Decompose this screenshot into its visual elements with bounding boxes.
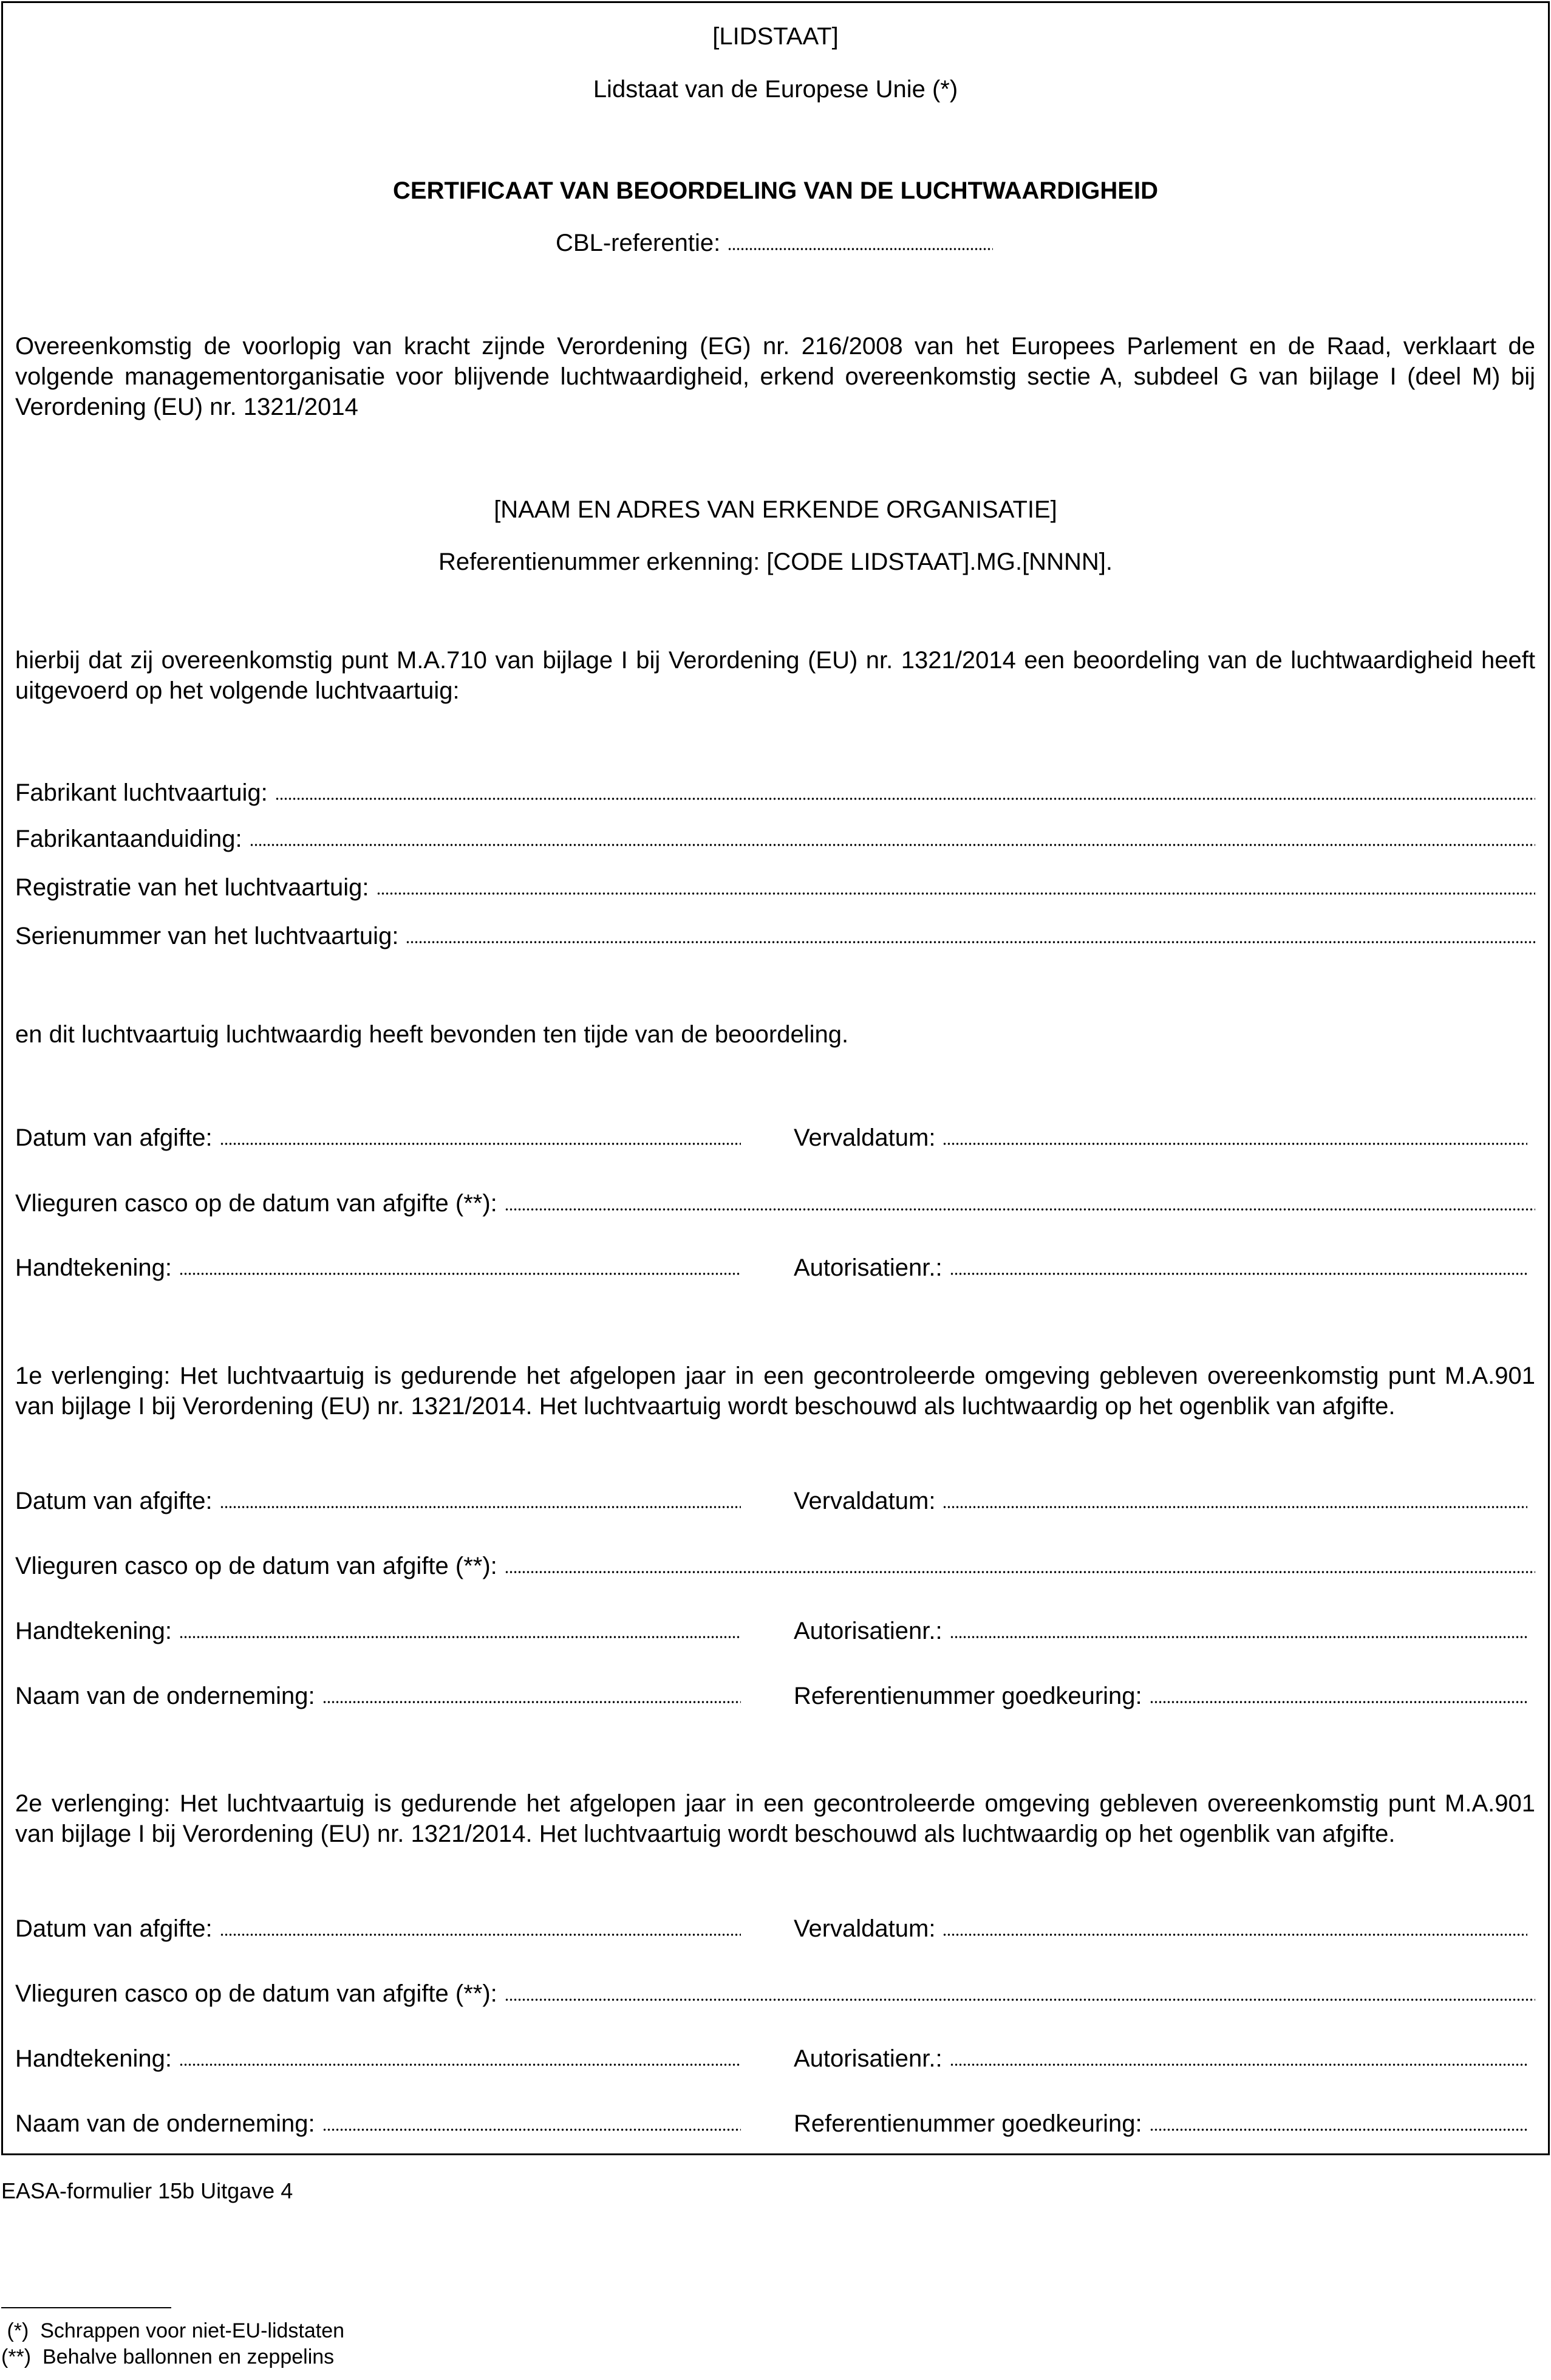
dot-leader <box>377 892 1535 895</box>
ext1-approval-reference-field[interactable] <box>794 1681 1527 1711</box>
footnote-1: (*) Schrappen voor niet-EU-lidstaten <box>1 2319 345 2342</box>
dot-leader <box>950 1272 1527 1276</box>
manufacturer-designation-label: Fabrikantaanduiding: <box>15 826 242 852</box>
intro-paragraph: Overeenkomstig de voorlopig van kracht zijnde Verordening (EG) nr. 216/2008 van het Europees Parlement en de Raad, verklaart de volgende managementorganisatie voor blijvende luchtwaardigheid, erkend overeenkomstig sectie A, subdeel G van bijlage I (deel M) bij Verordening (EU) nr. 1321/2014 <box>15 333 1535 420</box>
dot-leader <box>322 1700 741 1704</box>
member-state-placeholder: [LIDSTAAT] <box>712 23 839 50</box>
dot-leader <box>179 1272 741 1276</box>
aircraft-manufacturer-label: Fabrikant luchtvaartuig: <box>15 779 268 806</box>
dot-leader <box>505 1998 1535 2002</box>
cbl-reference-label: CBL-referentie: <box>556 230 721 256</box>
aircraft-registration-field[interactable] <box>15 872 1535 903</box>
ext1-flight-hours-label: Vlieguren casco op de datum van afgifte (**): <box>15 1553 497 1579</box>
dot-leader <box>179 2063 741 2067</box>
dot-leader <box>406 940 1535 944</box>
ext1-authorisation-number-label: Autorisatienr.: <box>794 1618 943 1644</box>
member-state-line: Lidstaat van de Europese Unie (*) <box>593 76 958 103</box>
issue-date-field[interactable] <box>15 1123 741 1153</box>
signature-label: Handtekening: <box>15 1254 172 1281</box>
ext2-authorisation-number-label: Autorisatienr.: <box>794 2045 943 2072</box>
ext1-expiry-date-field[interactable] <box>794 1486 1527 1516</box>
ext1-authorisation-number-field[interactable] <box>794 1616 1527 1646</box>
expiry-date-field[interactable] <box>794 1123 1527 1153</box>
dot-leader <box>950 1635 1527 1639</box>
dot-leader <box>505 1208 1535 1211</box>
ext2-company-name-label: Naam van de onderneming: <box>15 2110 315 2137</box>
organisation-approval-reference: Referentienummer erkenning: [CODE LIDSTAAT].MG.[NNNN]. <box>438 549 1113 575</box>
dot-leader <box>179 1635 741 1639</box>
ext2-authorisation-number-field[interactable] <box>794 2043 1527 2074</box>
issue-date-label: Datum van afgifte: <box>15 1124 213 1151</box>
dot-leader <box>220 1933 741 1937</box>
dot-leader <box>943 1505 1527 1509</box>
cbl-reference-field[interactable] <box>556 228 993 258</box>
aircraft-manufacturer-field[interactable] <box>15 778 1535 808</box>
ext2-expiry-date-field[interactable] <box>794 1913 1527 1944</box>
dot-leader <box>220 1505 741 1509</box>
dot-leader <box>950 2063 1527 2067</box>
certificate-title: CERTIFICAAT VAN BEOORDELING VAN DE LUCHTWAARDIGHEID <box>393 177 1158 204</box>
ext1-company-name-label: Naam van de onderneming: <box>15 1683 315 1709</box>
ext2-company-name-field[interactable] <box>15 2108 741 2139</box>
authorisation-number-field[interactable] <box>794 1253 1527 1283</box>
ext2-issue-date-field[interactable] <box>15 1913 741 1944</box>
ext1-approval-reference-label: Referentienummer goedkeuring: <box>794 1683 1142 1709</box>
dot-leader <box>322 2128 741 2132</box>
extension-1-paragraph: 1e verlenging: Het luchtvaartuig is gedurende het afgelopen jaar in een gecontroleerde omgeving gebleven overeenkomstig punt M.A.901 van bijlage I bij Verordening (EU) nr. 1321/2014. Het luchtvaartuig wordt beschouwd als luchtwaardig op het ogenblik van afgifte. <box>15 1363 1535 1420</box>
ext1-signature-label: Handtekening: <box>15 1618 172 1644</box>
aircraft-registration-label: Registratie van het luchtvaartuig: <box>15 874 369 901</box>
dot-leader <box>505 1570 1535 1574</box>
organisation-name-address: [NAAM EN ADRES VAN ERKENDE ORGANISATIE] <box>494 496 1057 523</box>
ext1-company-name-field[interactable] <box>15 1681 741 1711</box>
aircraft-serial-number-field[interactable] <box>15 921 1535 951</box>
dot-leader <box>1150 1700 1527 1704</box>
cbl-reference-dots <box>728 247 993 251</box>
ext1-expiry-date-label: Vervaldatum: <box>794 1488 936 1514</box>
extension-2-paragraph: 2e verlenging: Het luchtvaartuig is gedurende het afgelopen jaar in een gecontroleerde omgeving gebleven overeenkomstig punt M.A.901 van bijlage I bij Verordening (EU) nr. 1321/2014. Het luchtvaartuig wordt beschouwd als luchtwaardig op het ogenblik van afgifte. <box>15 1790 1535 1847</box>
ext1-signature-field[interactable] <box>15 1616 741 1646</box>
ext2-expiry-date-label: Vervaldatum: <box>794 1915 936 1942</box>
ext2-approval-reference-field[interactable] <box>794 2108 1527 2139</box>
expiry-date-label: Vervaldatum: <box>794 1124 936 1151</box>
ext1-issue-date-field[interactable] <box>15 1486 741 1516</box>
dot-leader <box>275 797 1535 801</box>
flight-hours-label: Vlieguren casco op de datum van afgifte (**): <box>15 1190 497 1217</box>
dot-leader <box>1150 2128 1527 2132</box>
ext1-flight-hours-field[interactable] <box>15 1551 1535 1581</box>
dot-leader <box>220 1142 741 1146</box>
ext2-issue-date-label: Datum van afgifte: <box>15 1915 213 1942</box>
dot-leader <box>943 1142 1527 1146</box>
dot-leader <box>943 1933 1527 1937</box>
ext2-signature-field[interactable] <box>15 2043 741 2074</box>
flight-hours-field[interactable] <box>15 1188 1535 1219</box>
dot-leader <box>250 843 1535 847</box>
ext2-flight-hours-field[interactable] <box>15 1978 1535 2009</box>
ext2-flight-hours-label: Vlieguren casco op de datum van afgifte (**): <box>15 1980 497 2007</box>
ext2-approval-reference-label: Referentienummer goedkeuring: <box>794 2110 1142 2137</box>
declaration-paragraph: hierbij dat zij overeenkomstig punt M.A.710 van bijlage I bij Verordening (EU) nr. 1321/2014 een beoordeling van de luchtwaardigheid heeft uitgevoerd op het volgende luchtvaartuig: <box>15 647 1535 704</box>
form-identifier: EASA-formulier 15b Uitgave 4 <box>1 2178 293 2203</box>
ext1-issue-date-label: Datum van afgifte: <box>15 1488 213 1514</box>
footnote-2: (**) Behalve ballonnen en zeppelins <box>1 2345 335 2368</box>
conclusion-text: en dit luchtvaartuig luchtwaardig heeft bevonden ten tijde van de beoordeling. <box>15 1021 849 1048</box>
signature-field[interactable] <box>15 1253 741 1283</box>
footnote-separator <box>1 2307 171 2308</box>
manufacturer-designation-field[interactable] <box>15 824 1535 854</box>
ext2-signature-label: Handtekening: <box>15 2045 172 2072</box>
aircraft-serial-number-label: Serienummer van het luchtvaartuig: <box>15 923 399 949</box>
authorisation-number-label: Autorisatienr.: <box>794 1254 943 1281</box>
